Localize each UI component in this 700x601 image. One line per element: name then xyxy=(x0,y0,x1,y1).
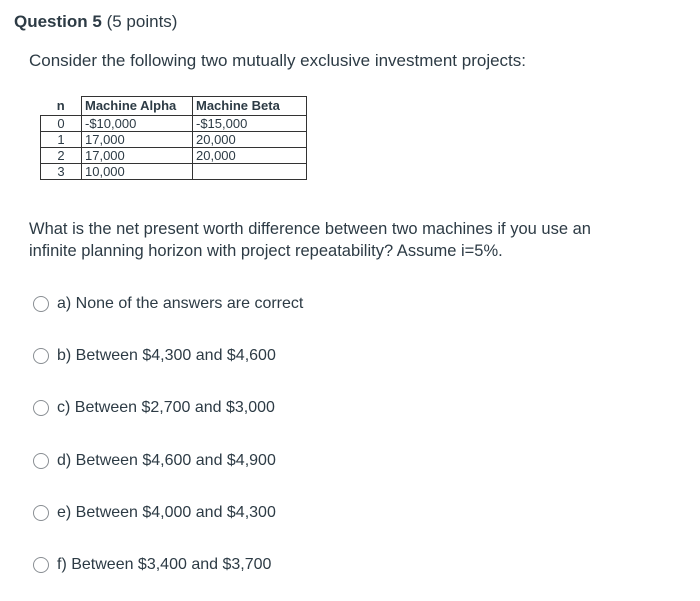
question-title: Question 5 xyxy=(14,12,102,31)
answer-option-f[interactable] xyxy=(33,554,271,576)
answer-option-d[interactable] xyxy=(33,450,276,472)
table-cell: 10,000 xyxy=(82,164,193,180)
answer-label: b) Between $4,300 and $4,600 xyxy=(57,347,276,364)
answer-label: c) Between $2,700 and $3,000 xyxy=(57,399,275,416)
radio-button[interactable] xyxy=(33,296,49,312)
answer-label: e) Between $4,000 and $4,300 xyxy=(57,504,276,521)
table-header-cell: Machine Beta xyxy=(193,97,307,116)
table-cell: 0 xyxy=(41,116,82,132)
radio-button[interactable] xyxy=(33,400,49,416)
question-header xyxy=(14,12,177,32)
answer-label: f) Between $3,400 and $3,700 xyxy=(57,556,272,573)
table-row xyxy=(41,148,307,164)
question-text: What is the net present worth difference between two machines if you use an infinite planning horizon with project repeatability? Assume i=5%. xyxy=(29,220,591,260)
answer-option-e[interactable] xyxy=(33,502,276,524)
answer-option-b[interactable] xyxy=(33,345,276,367)
table-cell: 17,000 xyxy=(82,132,193,148)
radio-button[interactable] xyxy=(33,557,49,573)
question-prompt: Consider the following two mutually exclusive investment projects: xyxy=(29,51,527,70)
answer-option-c[interactable] xyxy=(33,397,275,419)
radio-button[interactable] xyxy=(33,348,49,364)
table-row xyxy=(41,132,307,148)
table-cell: 3 xyxy=(41,164,82,180)
table-row xyxy=(41,116,307,132)
table-header-cell: n xyxy=(41,97,82,116)
table-cell: 1 xyxy=(41,132,82,148)
question-points: (5 points) xyxy=(106,12,178,31)
radio-button[interactable] xyxy=(33,453,49,469)
table-cell: 17,000 xyxy=(82,148,193,164)
table-row xyxy=(41,164,307,180)
table-cell: -$10,000 xyxy=(82,116,193,132)
table-cell: 20,000 xyxy=(193,132,307,148)
table-cell: 20,000 xyxy=(193,148,307,164)
table-header-row xyxy=(41,97,307,116)
answer-label: d) Between $4,600 and $4,900 xyxy=(57,452,276,469)
cashflow-table xyxy=(40,96,307,180)
radio-button[interactable] xyxy=(33,505,49,521)
table-header-cell: Machine Alpha xyxy=(82,97,193,116)
table-cell: -$15,000 xyxy=(193,116,307,132)
answer-label: a) None of the answers are correct xyxy=(57,295,304,312)
table-cell xyxy=(193,164,307,180)
table-cell: 2 xyxy=(41,148,82,164)
answer-option-a[interactable] xyxy=(33,293,303,315)
